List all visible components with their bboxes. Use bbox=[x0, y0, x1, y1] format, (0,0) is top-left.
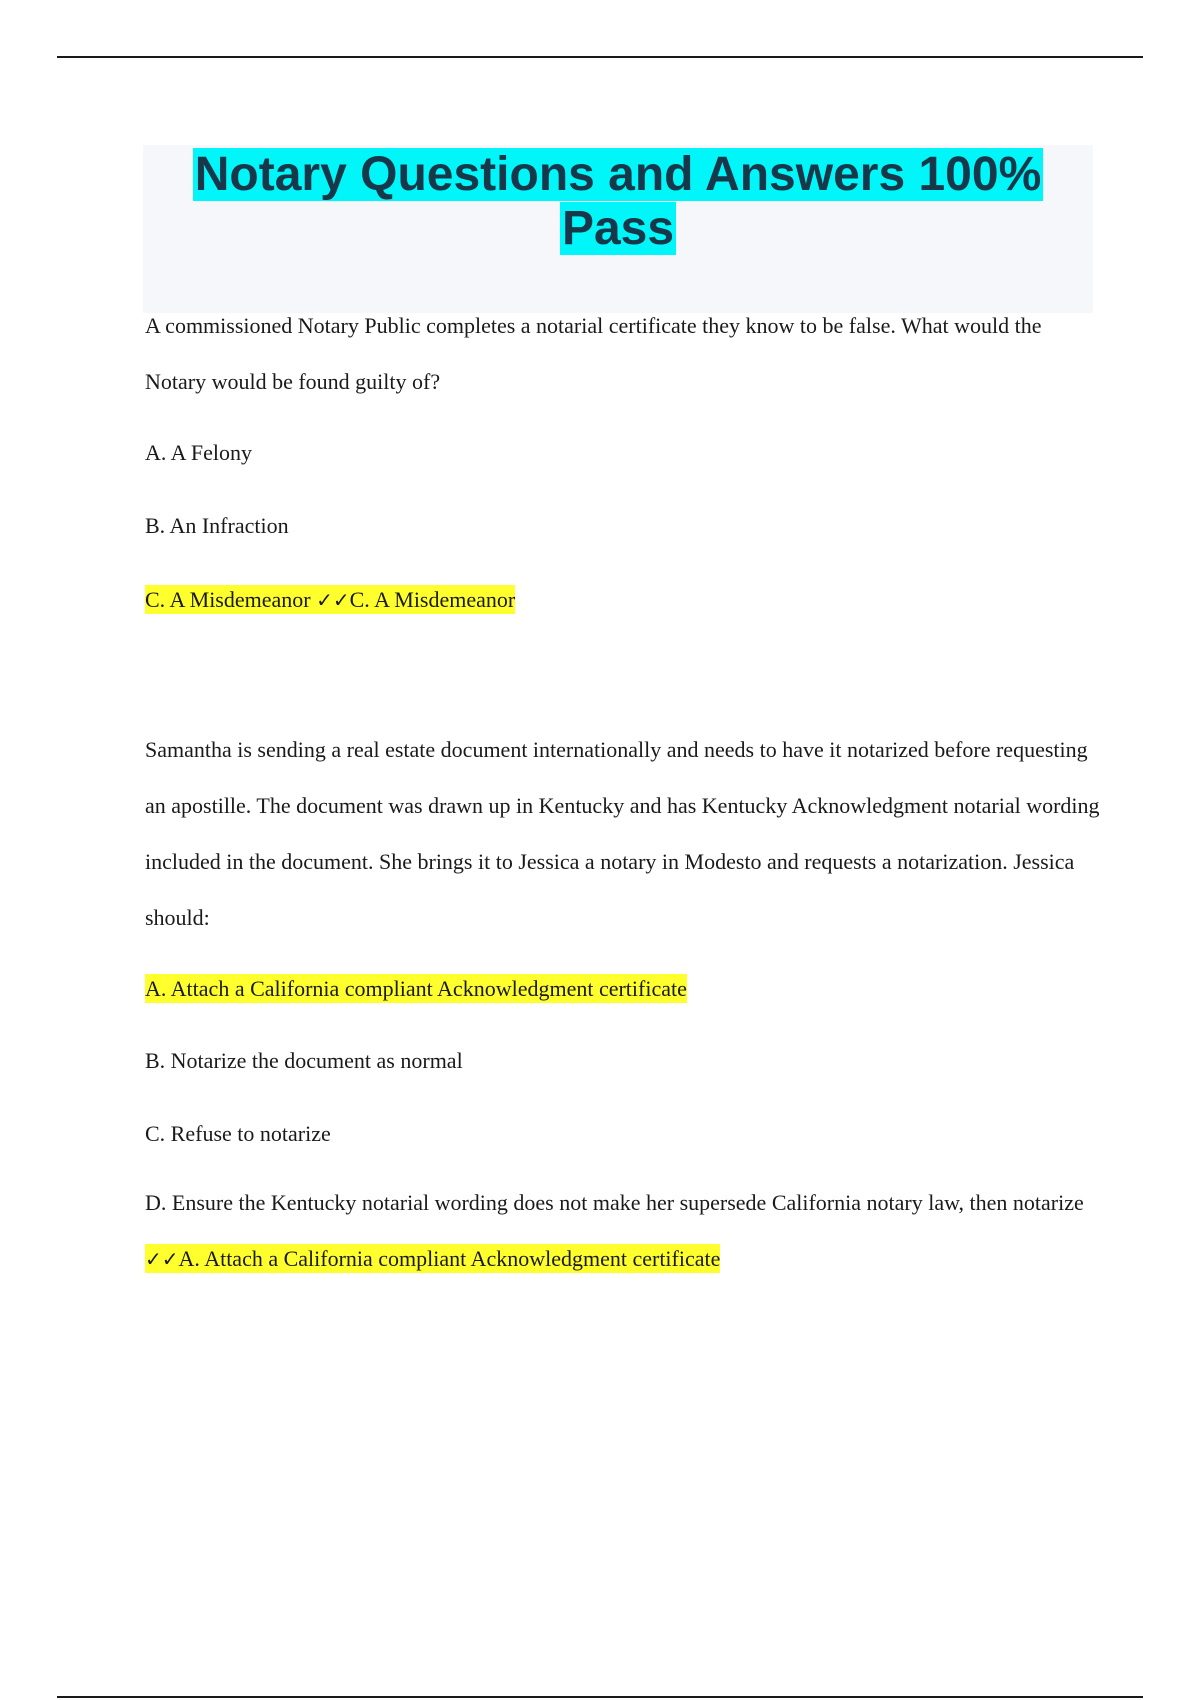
answer-text: C. A Misdemeanor bbox=[349, 587, 516, 612]
highlighted-answer bbox=[145, 585, 515, 614]
question-2-option-b bbox=[145, 1046, 463, 1076]
answer-text: A. Attach a California compliant Acknowledgment certificate bbox=[178, 1246, 721, 1271]
bottom-rule bbox=[57, 1696, 1143, 1698]
option-text: B. An Infraction bbox=[145, 513, 289, 538]
top-rule bbox=[57, 56, 1143, 58]
option-text: C. A Misdemeanor bbox=[145, 587, 311, 612]
option-text: D. Ensure the Kentucky notarial wording does not make her supersede California notary law, then notarize bbox=[145, 1190, 1084, 1215]
option-text: A. A Felony bbox=[145, 440, 252, 465]
check-mark: ✓✓ bbox=[145, 1247, 179, 1271]
document-title: Notary Questions and Answers 100% Pass bbox=[194, 148, 1042, 255]
highlighted-option: A. Attach a California compliant Acknowledgment certificate bbox=[145, 976, 687, 1001]
option-text: C. Refuse to notarize bbox=[145, 1121, 331, 1146]
question-2-option-a bbox=[145, 974, 687, 1004]
question-1-option-a bbox=[145, 438, 252, 468]
question-2-option-d-with-answer bbox=[145, 1175, 1085, 1287]
question-2-prompt: Samantha is sending a real estate document internationally and needs to have it notarized before requesting an apostille. The document was drawn up in Kentucky and has Kentucky Acknowledgment notarial wording included in the document. She brings it to Jessica a notary in Modesto and requests a notarization. Jessica should: bbox=[145, 737, 1100, 930]
question-1-option-c-with-answer bbox=[145, 585, 515, 615]
question-1-option-b bbox=[145, 511, 289, 541]
question-1-prompt: A commissioned Notary Public completes a notarial certificate they know to be false. What would the Notary would be found guilty of? bbox=[145, 313, 1042, 394]
title-banner bbox=[143, 145, 1093, 313]
question-2-option-c bbox=[145, 1119, 331, 1149]
highlighted-answer bbox=[145, 1244, 720, 1273]
check-mark: ✓✓ bbox=[316, 588, 350, 612]
option-text: B. Notarize the document as normal bbox=[145, 1048, 463, 1073]
